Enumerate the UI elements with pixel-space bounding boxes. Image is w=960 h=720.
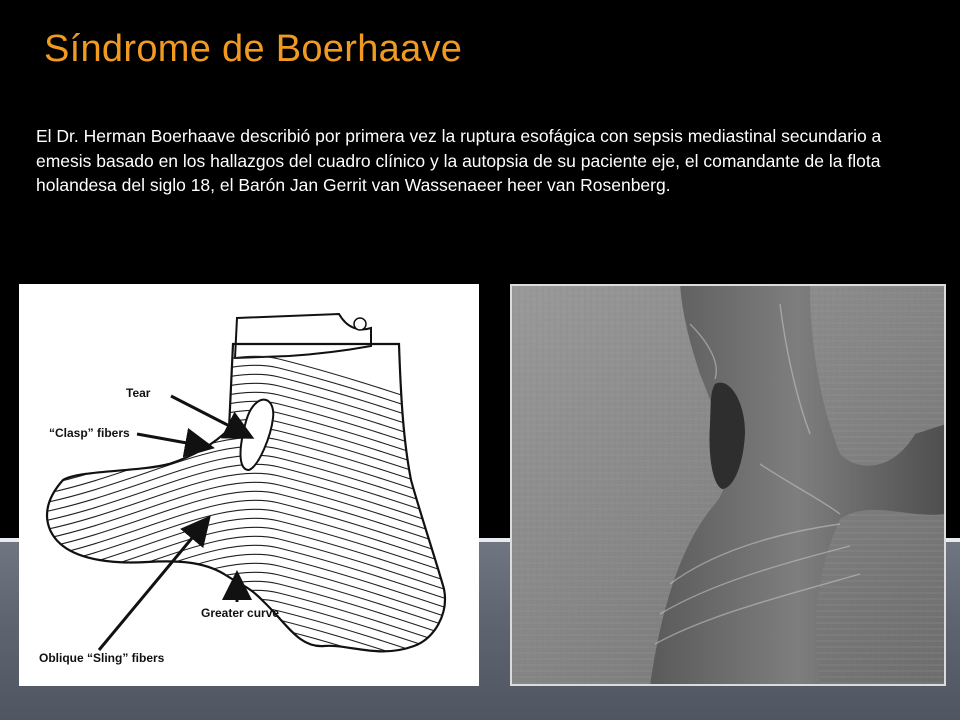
label-sling-fibers: Oblique “Sling” fibers (39, 651, 165, 665)
label-clasp-fibers: “Clasp” fibers (49, 426, 130, 440)
fiber-line (39, 554, 459, 612)
fiber-line (39, 527, 459, 585)
diagram-drawing (19, 284, 479, 686)
fiber-line (39, 536, 459, 594)
esophagus-cap (235, 314, 371, 358)
fiber-line (39, 518, 459, 576)
fiber-line (39, 545, 459, 603)
specimen-photograph (510, 284, 946, 686)
slide-body-text: El Dr. Herman Boerhaave describió por primera vez la ruptura esofágica con sepsis mediastinal secundario a emesis basado en los hallazgos del cuadro clínico y la autopsia de su paciente eje, el comandante de la flota holandesa del siglo 18, el Barón Jan Gerrit van Wassenaeer heer van Rosenberg. (36, 126, 882, 195)
fiber-line (39, 572, 459, 630)
esophagus-lumen (354, 318, 366, 330)
fiber-line (39, 500, 459, 558)
fiber-line (39, 509, 459, 567)
label-greater-curve: Greater curve (201, 606, 280, 620)
arrow-clasp (137, 434, 209, 447)
muscle-fiber-diagram (19, 284, 479, 686)
fiber-line (39, 491, 459, 549)
muscle-fibers (39, 356, 459, 686)
fiber-line (39, 356, 459, 414)
arrow-sling (99, 520, 207, 650)
fiber-line (39, 482, 459, 540)
label-tear: Tear (126, 386, 151, 400)
fiber-line (39, 473, 459, 531)
slide-title: Síndrome de Boerhaave (44, 28, 463, 70)
specimen-drawing (510, 284, 946, 686)
